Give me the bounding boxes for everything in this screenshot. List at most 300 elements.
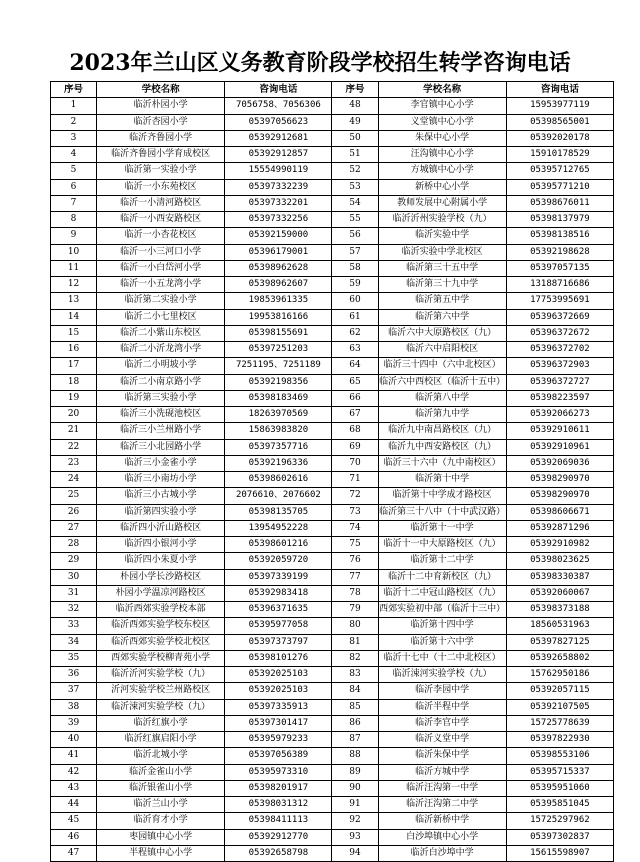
row-index: 68 xyxy=(332,423,378,439)
school-name: 汪沟镇中心小学 xyxy=(378,147,506,163)
school-name: 临沂第一实验小学 xyxy=(97,163,225,179)
phone-number: 05398962628 xyxy=(225,260,332,276)
phone-number: 05397056623 xyxy=(225,114,332,130)
row-index: 59 xyxy=(332,277,378,293)
row-index: 67 xyxy=(332,407,378,423)
school-name: 临沂九中南昌路校区（九） xyxy=(378,423,506,439)
phone-number: 05398601216 xyxy=(225,537,332,553)
row-index: 34 xyxy=(51,634,97,650)
phone-number: 05392196336 xyxy=(225,455,332,471)
table-row xyxy=(51,260,614,276)
row-index: 62 xyxy=(332,325,378,341)
document-title: 2023年兰山区义务教育阶段学校招生转学咨询电话 xyxy=(69,50,571,76)
school-name: 临沂十二中育新校区（九） xyxy=(378,569,506,585)
phone-number: 13954952228 xyxy=(225,520,332,536)
row-index: 77 xyxy=(332,569,378,585)
school-name: 临沂十七中（十二中北校区） xyxy=(378,650,506,666)
school-name: 临沂九中西安路校区（九） xyxy=(378,439,506,455)
phone-number: 05395851045 xyxy=(506,797,613,813)
table-row xyxy=(51,504,614,520)
school-name: 临沂新桥中学 xyxy=(378,813,506,829)
school-name: 临沂三十六中（九中南校区） xyxy=(378,455,506,471)
school-name: 临沂四小银河小学 xyxy=(97,537,225,553)
phone-number: 05398101276 xyxy=(225,650,332,666)
table-row xyxy=(51,829,614,845)
school-name: 临沂西郊实验学校北校区 xyxy=(97,634,225,650)
school-name: 白沙埠镇中心小学 xyxy=(378,829,506,845)
table-row xyxy=(51,602,614,618)
row-index: 42 xyxy=(51,764,97,780)
school-name: 临沂一小东苑校区 xyxy=(97,179,225,195)
phone-number: 15762950186 xyxy=(506,667,613,683)
school-name: 临沂三小金雀小学 xyxy=(97,455,225,471)
row-index: 49 xyxy=(332,114,378,130)
table-row xyxy=(51,715,614,731)
school-name: 临沂十一中大原路校区（九） xyxy=(378,537,506,553)
phone-number: 05395979233 xyxy=(225,732,332,748)
phone-number: 15725297962 xyxy=(506,813,613,829)
row-index: 6 xyxy=(51,179,97,195)
school-name: 临沂西郊实验学校东校区 xyxy=(97,618,225,634)
phone-number: 05398155691 xyxy=(225,325,332,341)
school-name: 义堂镇中心小学 xyxy=(378,114,506,130)
row-index: 73 xyxy=(332,504,378,520)
row-index: 64 xyxy=(332,358,378,374)
school-name: 新桥中心小学 xyxy=(378,179,506,195)
table-row xyxy=(51,407,614,423)
school-name: 临沂义堂中学 xyxy=(378,732,506,748)
phone-number: 05398602616 xyxy=(225,472,332,488)
school-name: 临沂育才小学 xyxy=(97,813,225,829)
row-index: 82 xyxy=(332,650,378,666)
row-index: 22 xyxy=(51,439,97,455)
phone-number: 05398290970 xyxy=(506,488,613,504)
table-row xyxy=(51,358,614,374)
school-name: 临沂第二实验小学 xyxy=(97,293,225,309)
school-name: 临沂三小洗砚池校区 xyxy=(97,407,225,423)
phone-number: 05398962607 xyxy=(225,277,332,293)
phone-number: 05396371635 xyxy=(225,602,332,618)
school-name: 临沂银雀山小学 xyxy=(97,780,225,796)
phone-number: 15615598907 xyxy=(506,845,613,861)
table-row xyxy=(51,325,614,341)
school-name: 临沂涑河实验学校（九） xyxy=(378,667,506,683)
phone-number: 05392059720 xyxy=(225,553,332,569)
phone-number: 05392910982 xyxy=(506,537,613,553)
row-index: 9 xyxy=(51,228,97,244)
row-index: 89 xyxy=(332,764,378,780)
phone-number: 15953977119 xyxy=(506,98,613,114)
table-row xyxy=(51,342,614,358)
school-name: 临沂朱保中学 xyxy=(378,748,506,764)
row-index: 61 xyxy=(332,309,378,325)
table-row xyxy=(51,732,614,748)
phone-number: 05392159000 xyxy=(225,228,332,244)
phone-number: 2076610、2076602 xyxy=(225,488,332,504)
row-index: 60 xyxy=(332,293,378,309)
row-index: 75 xyxy=(332,537,378,553)
row-index: 48 xyxy=(332,98,378,114)
row-index: 66 xyxy=(332,390,378,406)
phone-number: 15863983820 xyxy=(225,423,332,439)
table-row xyxy=(51,293,614,309)
table-row xyxy=(51,147,614,163)
row-index: 71 xyxy=(332,472,378,488)
phone-number: 05392198356 xyxy=(225,374,332,390)
phone-number: 19853961335 xyxy=(225,293,332,309)
school-name: 临沂一小西安路校区 xyxy=(97,212,225,228)
table-body xyxy=(51,98,614,862)
table-row xyxy=(51,390,614,406)
row-index: 20 xyxy=(51,407,97,423)
row-index: 50 xyxy=(332,130,378,146)
row-index: 46 xyxy=(51,829,97,845)
school-name: 临沂一小五龙湾小学 xyxy=(97,277,225,293)
school-name: 临沂二小沂龙湾小学 xyxy=(97,342,225,358)
school-name: 临沂沂州实验学校（九） xyxy=(378,212,506,228)
row-index: 93 xyxy=(332,829,378,845)
row-index: 85 xyxy=(332,699,378,715)
table-row xyxy=(51,813,614,829)
school-name: 临沂李官中学 xyxy=(378,715,506,731)
row-index: 28 xyxy=(51,537,97,553)
row-index: 41 xyxy=(51,748,97,764)
phone-number: 05397822930 xyxy=(506,732,613,748)
school-name: 半程镇中心小学 xyxy=(97,845,225,861)
phone-number: 05392069036 xyxy=(506,455,613,471)
school-name: 临沂朴园小学 xyxy=(97,98,225,114)
table-row xyxy=(51,748,614,764)
phone-number: 17753995691 xyxy=(506,293,613,309)
row-index: 13 xyxy=(51,293,97,309)
phone-number: 05396372727 xyxy=(506,374,613,390)
phone-number: 05395977058 xyxy=(225,618,332,634)
row-index: 8 xyxy=(51,212,97,228)
phone-number: 05397827125 xyxy=(506,634,613,650)
school-name: 临沂一小杏花校区 xyxy=(97,228,225,244)
school-name: 临沂第三实验小学 xyxy=(97,390,225,406)
row-index: 86 xyxy=(332,715,378,731)
school-name: 临沂二小南京路小学 xyxy=(97,374,225,390)
table-row xyxy=(51,764,614,780)
row-index: 24 xyxy=(51,472,97,488)
school-name: 临沂三小兰州路小学 xyxy=(97,423,225,439)
school-name: 临沂杏园小学 xyxy=(97,114,225,130)
phone-number: 05395712765 xyxy=(506,163,613,179)
phone-number: 15910178529 xyxy=(506,147,613,163)
school-name: 李官镇中心小学 xyxy=(378,98,506,114)
school-name: 临沂汪沟第二中学 xyxy=(378,797,506,813)
table-row xyxy=(51,667,614,683)
row-index: 32 xyxy=(51,602,97,618)
school-name: 临沂六中启阳校区 xyxy=(378,342,506,358)
phone-number: 05396372669 xyxy=(506,309,613,325)
phone-number: 05392912681 xyxy=(225,130,332,146)
phone-number: 05392020178 xyxy=(506,130,613,146)
phone-number: 05396372672 xyxy=(506,325,613,341)
phone-number: 05398135705 xyxy=(225,504,332,520)
row-index: 56 xyxy=(332,228,378,244)
phone-number: 05397357716 xyxy=(225,439,332,455)
school-name: 临沂第四实验小学 xyxy=(97,504,225,520)
school-name: 临沂第十一中学 xyxy=(378,520,506,536)
row-index: 47 xyxy=(51,845,97,861)
phone-number: 13188716686 xyxy=(506,277,613,293)
row-index: 76 xyxy=(332,553,378,569)
row-index: 79 xyxy=(332,602,378,618)
row-index: 57 xyxy=(332,244,378,260)
table-row xyxy=(51,699,614,715)
phone-number: 05397057135 xyxy=(506,260,613,276)
phone-number: 05397056389 xyxy=(225,748,332,764)
row-index: 51 xyxy=(332,147,378,163)
school-name: 临沂方城中学 xyxy=(378,764,506,780)
phone-number: 05397332201 xyxy=(225,195,332,211)
phone-number: 05392025103 xyxy=(225,667,332,683)
phone-number: 18560531963 xyxy=(506,618,613,634)
row-index: 5 xyxy=(51,163,97,179)
row-index: 88 xyxy=(332,748,378,764)
school-name: 临沂第十四中学 xyxy=(378,618,506,634)
row-index: 18 xyxy=(51,374,97,390)
row-index: 35 xyxy=(51,650,97,666)
school-name: 临沂半程中学 xyxy=(378,699,506,715)
phone-number: 05392658802 xyxy=(506,650,613,666)
row-index: 3 xyxy=(51,130,97,146)
school-name: 临沂三十四中（六中北校区） xyxy=(378,358,506,374)
school-name: 临沂一小三河口小学 xyxy=(97,244,225,260)
row-index: 39 xyxy=(51,715,97,731)
phone-number: 05398676011 xyxy=(506,195,613,211)
school-name: 临沂第十六中学 xyxy=(378,634,506,650)
row-index: 54 xyxy=(332,195,378,211)
school-name: 临沂六中大原路校区（九） xyxy=(378,325,506,341)
phone-number: 18263970569 xyxy=(225,407,332,423)
phone-number: 05392658798 xyxy=(225,845,332,861)
phone-number: 05392060067 xyxy=(506,585,613,601)
table-row xyxy=(51,797,614,813)
table-row xyxy=(51,423,614,439)
table-row xyxy=(51,212,614,228)
phone-number: 05392912857 xyxy=(225,147,332,163)
phone-number: 15554990119 xyxy=(225,163,332,179)
school-name: 西郊实验初中部（临沂十三中） xyxy=(378,602,506,618)
phone-number: 05397301417 xyxy=(225,715,332,731)
contact-table xyxy=(50,81,614,862)
row-index: 70 xyxy=(332,455,378,471)
row-index: 81 xyxy=(332,634,378,650)
phone-number: 05397302837 xyxy=(506,829,613,845)
school-name: 临沂实验中学北校区 xyxy=(378,244,506,260)
phone-number: 05397332239 xyxy=(225,179,332,195)
school-name: 临沂红旗小学 xyxy=(97,715,225,731)
header-phone: 咨询电话 xyxy=(506,82,613,98)
phone-number: 15725778639 xyxy=(506,715,613,731)
school-name: 西郊实验学校柳青苑小学 xyxy=(97,650,225,666)
table-row xyxy=(51,650,614,666)
row-index: 80 xyxy=(332,618,378,634)
row-index: 29 xyxy=(51,553,97,569)
phone-number: 7251195、7251189 xyxy=(225,358,332,374)
row-index: 16 xyxy=(51,342,97,358)
row-index: 1 xyxy=(51,98,97,114)
row-index: 38 xyxy=(51,699,97,715)
row-index: 40 xyxy=(51,732,97,748)
phone-number: 05395715337 xyxy=(506,764,613,780)
phone-number: 05397335913 xyxy=(225,699,332,715)
phone-number: 05398031312 xyxy=(225,797,332,813)
phone-number: 05396179001 xyxy=(225,244,332,260)
table-row xyxy=(51,228,614,244)
row-index: 4 xyxy=(51,147,97,163)
phone-number: 05392057115 xyxy=(506,683,613,699)
school-name: 临沂三小古城小学 xyxy=(97,488,225,504)
phone-number: 05392983418 xyxy=(225,585,332,601)
row-index: 26 xyxy=(51,504,97,520)
header-index: 序号 xyxy=(51,82,97,98)
school-name: 临沂金雀山小学 xyxy=(97,764,225,780)
phone-number: 05397332256 xyxy=(225,212,332,228)
phone-number: 05398373188 xyxy=(506,602,613,618)
school-name: 朴园小学长沙路校区 xyxy=(97,569,225,585)
phone-number: 05398183469 xyxy=(225,390,332,406)
table-row xyxy=(51,683,614,699)
school-name: 临沂西郊实验学校本部 xyxy=(97,602,225,618)
header-school-name: 学校名称 xyxy=(97,82,225,98)
phone-number: 05398330387 xyxy=(506,569,613,585)
row-index: 91 xyxy=(332,797,378,813)
row-index: 92 xyxy=(332,813,378,829)
school-name: 朱保中心小学 xyxy=(378,130,506,146)
phone-number: 05392910961 xyxy=(506,439,613,455)
school-name: 临沂实验中学 xyxy=(378,228,506,244)
school-name: 临沂第十中学成才路校区 xyxy=(378,488,506,504)
row-index: 14 xyxy=(51,309,97,325)
phone-number: 05392912770 xyxy=(225,829,332,845)
school-name: 临沂齐鲁园小学 xyxy=(97,130,225,146)
phone-number: 05392871296 xyxy=(506,520,613,536)
row-index: 33 xyxy=(51,618,97,634)
school-name: 临沂第五中学 xyxy=(378,293,506,309)
row-index: 45 xyxy=(51,813,97,829)
row-index: 17 xyxy=(51,358,97,374)
row-index: 36 xyxy=(51,667,97,683)
school-name: 临沂第十二中学 xyxy=(378,553,506,569)
row-index: 69 xyxy=(332,439,378,455)
row-index: 55 xyxy=(332,212,378,228)
school-name: 临沂第三十九中学 xyxy=(378,277,506,293)
school-name: 临沂第九中学 xyxy=(378,407,506,423)
phone-number: 05395951060 xyxy=(506,780,613,796)
row-index: 21 xyxy=(51,423,97,439)
table-row xyxy=(51,179,614,195)
table-row xyxy=(51,537,614,553)
phone-number: 05398223597 xyxy=(506,390,613,406)
row-index: 58 xyxy=(332,260,378,276)
phone-number: 05398290970 xyxy=(506,472,613,488)
school-name: 临沂北城小学 xyxy=(97,748,225,764)
phone-number: 05392107505 xyxy=(506,699,613,715)
school-name: 临沂一小白岱河小学 xyxy=(97,260,225,276)
school-name: 枣园镇中心小学 xyxy=(97,829,225,845)
row-index: 27 xyxy=(51,520,97,536)
row-index: 25 xyxy=(51,488,97,504)
school-name: 临沂红旗启阳小学 xyxy=(97,732,225,748)
row-index: 84 xyxy=(332,683,378,699)
table-row xyxy=(51,634,614,650)
school-name: 临沂一小清河路校区 xyxy=(97,195,225,211)
table-row xyxy=(51,553,614,569)
phone-number: 05392198628 xyxy=(506,244,613,260)
school-name: 临沂沂河实验学校（九） xyxy=(97,667,225,683)
table-row xyxy=(51,195,614,211)
table-row xyxy=(51,845,614,861)
row-index: 23 xyxy=(51,455,97,471)
table-row xyxy=(51,520,614,536)
phone-number: 05395771210 xyxy=(506,179,613,195)
phone-number: 05397251203 xyxy=(225,342,332,358)
row-index: 31 xyxy=(51,585,97,601)
school-name: 临沂三小南坊小学 xyxy=(97,472,225,488)
row-index: 12 xyxy=(51,277,97,293)
row-index: 65 xyxy=(332,374,378,390)
row-index: 30 xyxy=(51,569,97,585)
phone-number: 05398606671 xyxy=(506,504,613,520)
table-row xyxy=(51,455,614,471)
school-name: 临沂白沙埠中学 xyxy=(378,845,506,861)
row-index: 94 xyxy=(332,845,378,861)
school-name: 沂河实验学校兰州路校区 xyxy=(97,683,225,699)
table-row xyxy=(51,163,614,179)
school-name: 临沂汪沟第一中学 xyxy=(378,780,506,796)
table-row xyxy=(51,780,614,796)
table-row xyxy=(51,114,614,130)
school-name: 临沂兰山小学 xyxy=(97,797,225,813)
school-name: 临沂第十中学 xyxy=(378,472,506,488)
row-index: 7 xyxy=(51,195,97,211)
phone-number: 05397373797 xyxy=(225,634,332,650)
row-index: 53 xyxy=(332,179,378,195)
row-index: 44 xyxy=(51,797,97,813)
phone-number: 05398023625 xyxy=(506,553,613,569)
header-school-name: 学校名称 xyxy=(378,82,506,98)
table-row xyxy=(51,374,614,390)
phone-number: 05392066273 xyxy=(506,407,613,423)
row-index: 10 xyxy=(51,244,97,260)
row-index: 15 xyxy=(51,325,97,341)
phone-number: 05398553106 xyxy=(506,748,613,764)
phone-number: 05398411113 xyxy=(225,813,332,829)
school-name: 临沂涑河实验学校（九） xyxy=(97,699,225,715)
row-index: 52 xyxy=(332,163,378,179)
row-index: 43 xyxy=(51,780,97,796)
school-name: 临沂六中西校区（临沂十五中） xyxy=(378,374,506,390)
phone-number: 05397339199 xyxy=(225,569,332,585)
row-index: 72 xyxy=(332,488,378,504)
school-name: 临沂四小沂山路校区 xyxy=(97,520,225,536)
row-index: 87 xyxy=(332,732,378,748)
school-name: 临沂齐鲁园小学育成校区 xyxy=(97,147,225,163)
school-name: 临沂三小北园路小学 xyxy=(97,439,225,455)
table-row xyxy=(51,618,614,634)
school-name: 临沂二小紫山东校区 xyxy=(97,325,225,341)
school-name: 临沂第三十五中学 xyxy=(378,260,506,276)
school-name: 临沂李园中学 xyxy=(378,683,506,699)
phone-number: 7056758、7056306 xyxy=(225,98,332,114)
header-row xyxy=(51,82,614,98)
row-index: 90 xyxy=(332,780,378,796)
row-index: 11 xyxy=(51,260,97,276)
